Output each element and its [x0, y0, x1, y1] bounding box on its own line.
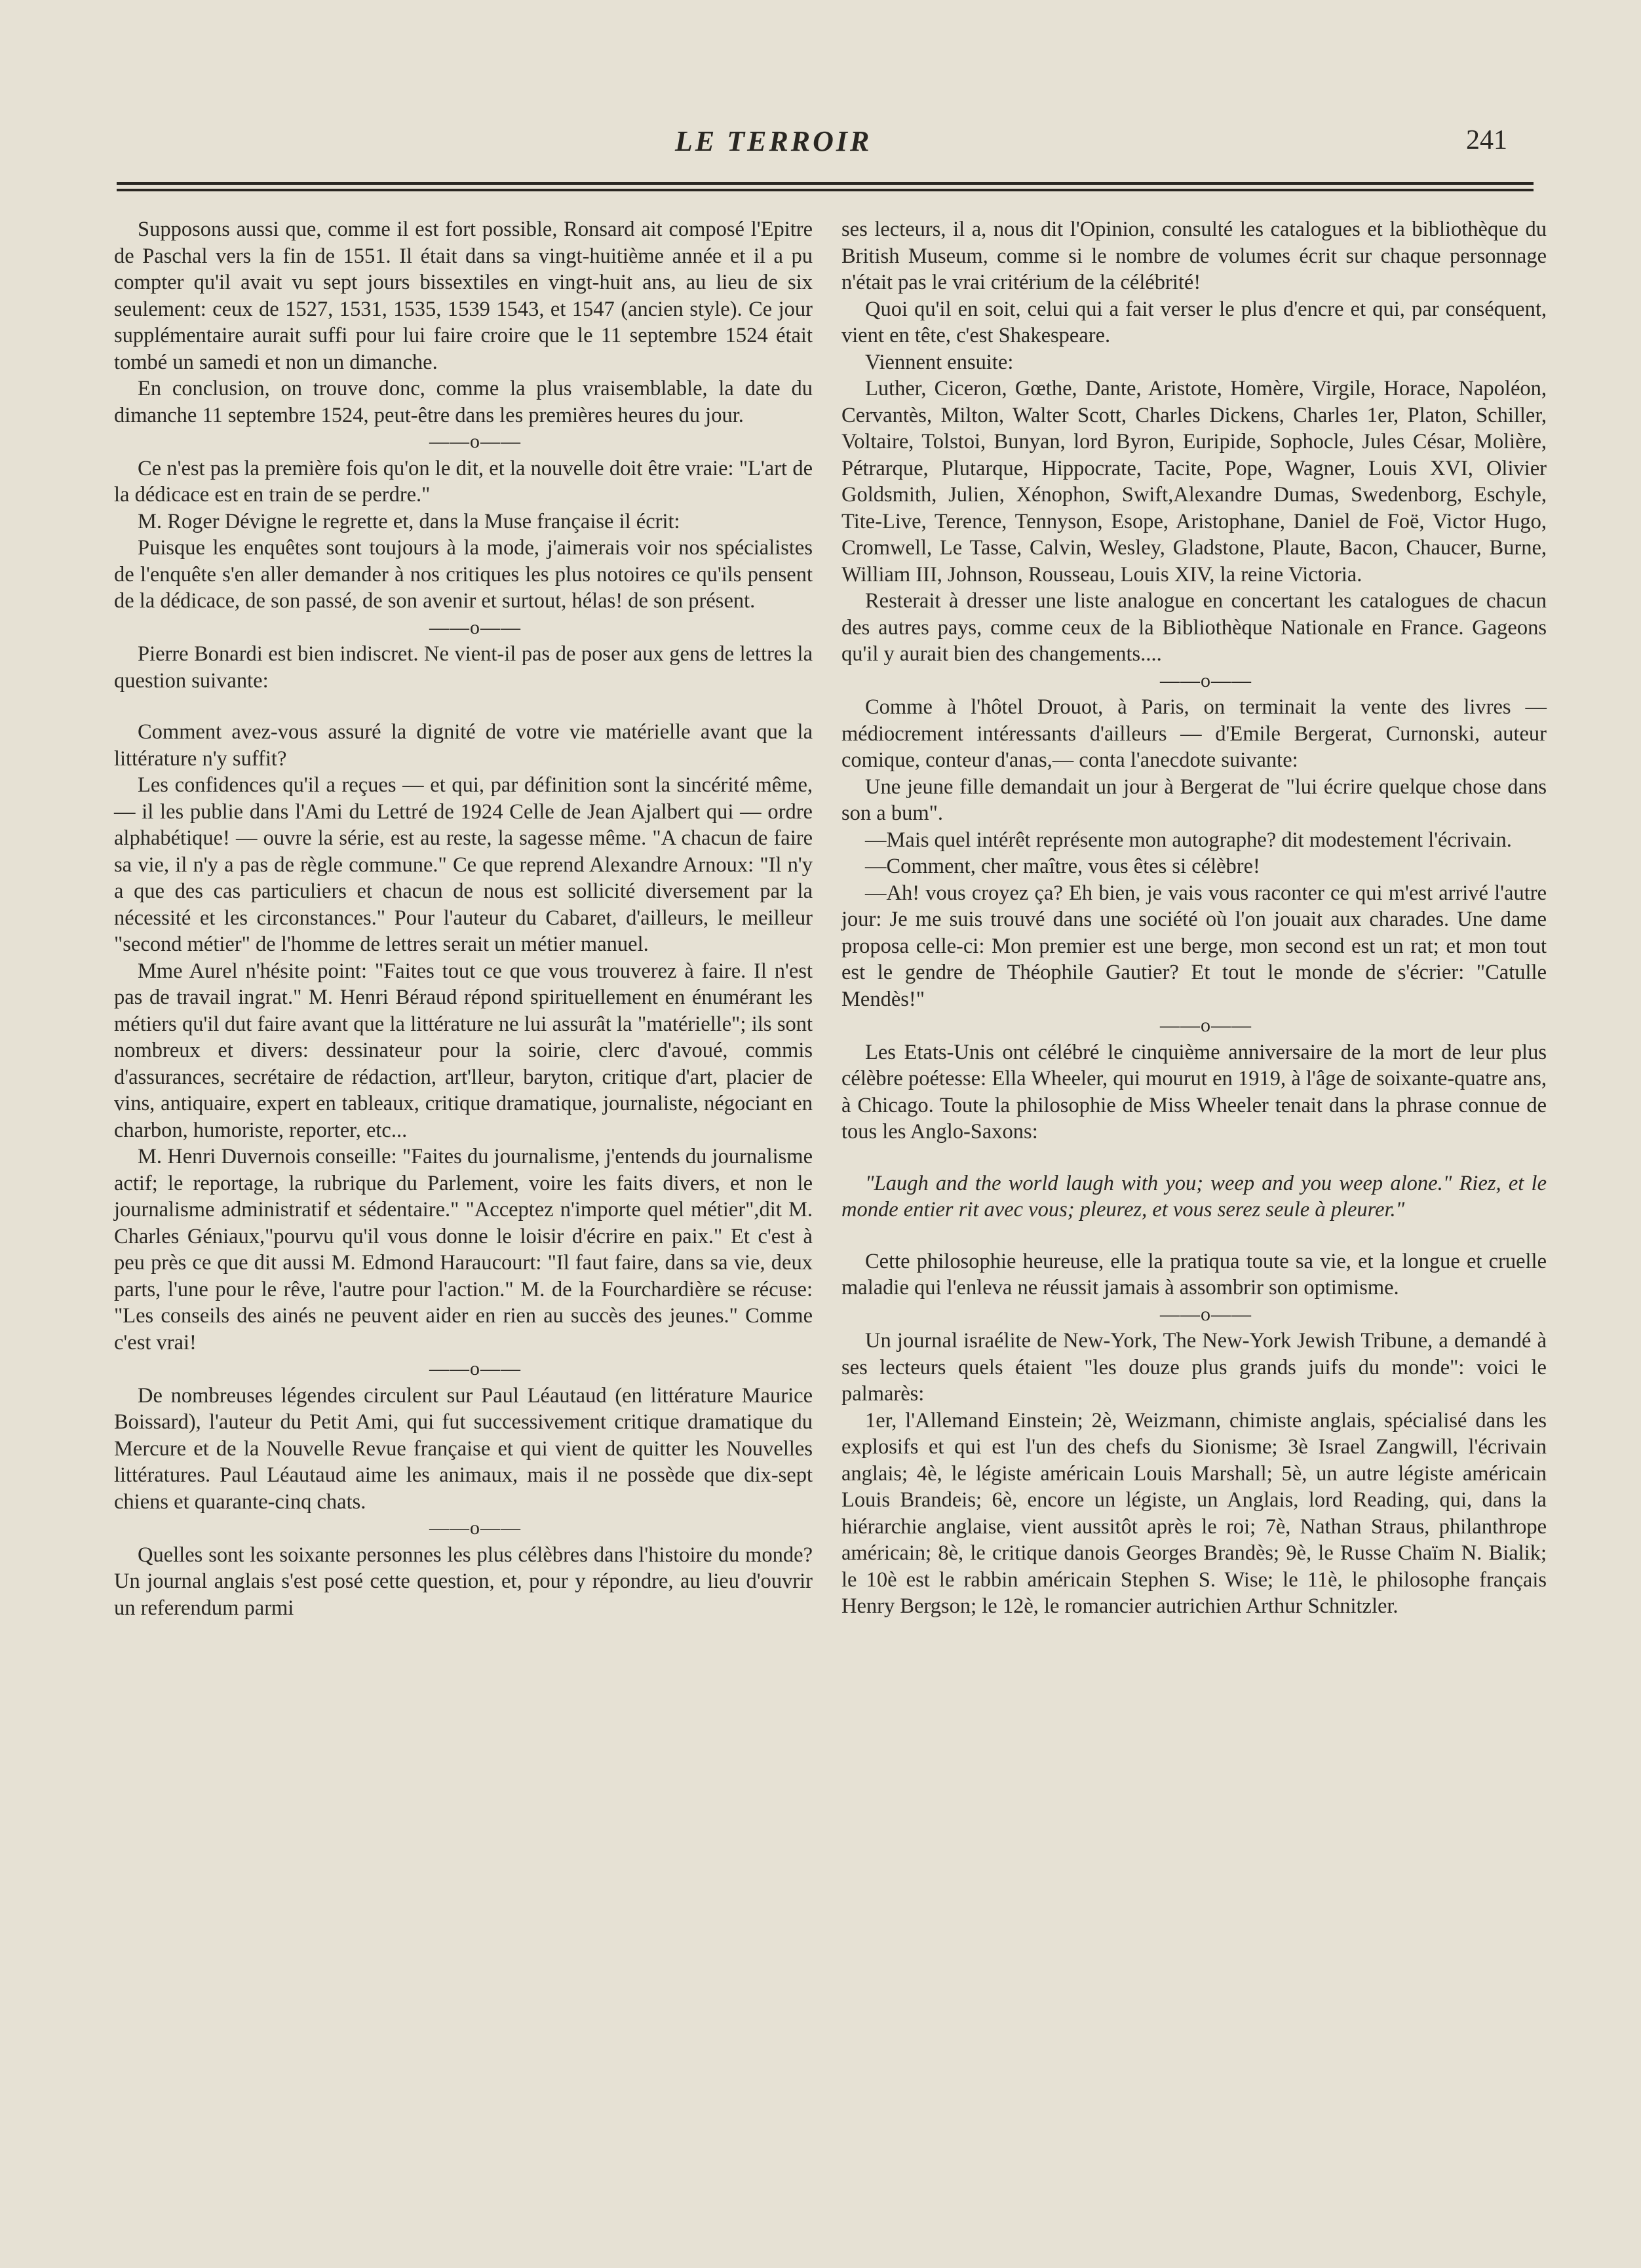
- quoted-paragraph: Comment avez-vous assuré la dignité de votre vie matérielle avant que la littérature n'y suffit?: [114, 720, 813, 771]
- paragraph: —Ah! vous croyez ça? Eh bien, je vais vous raconter ce qui m'est arrivé l'autre jour: Je me suis trouvé dans une société où l'on jouait aux charades. Une dame proposa celle-ci: Mon premier est une berge, mon second est un rat; et mon tout est le gendre de Théophile Gautier? Et tout le monde de s'écrier: "Catulle Mendès!": [841, 881, 1547, 1011]
- ranking-list: 1er, l'Allemand Einstein; 2è, Weizmann, chimiste anglais, spécialisé dans les explosifs et qui est l'un des chefs du Sionisme; 3è Israel Zangwill, l'écrivain anglais; 4è, le légiste américain Louis Marshall; 5è, un autre légiste américain Louis Brandeis; 6è, encore un légiste, un Anglais, lord Reading, qui, dans la hiérarchie anglaise, vient aussitôt après le roi; 7è, Nathan Straus, philanthrope américain; 8è, le critique danois Georges Brandès; 9è, le Russe Chaïm N. Bialik; le 10è est le rabbin américain Stephen S. Wise; le 11è, le philosophe français Henry Bergson; le 12è, le romancier autrichien Arthur Schnitzler.: [841, 1408, 1547, 1618]
- paragraph: De nombreuses légendes circulent sur Paul Léautaud (en littérature Maurice Boissard), l'auteur du Petit Ami, qui fut successivement critique dramatique du Mercure et de la Nouvelle Revue française et qui vient de quitter les Nouvelles littératures. Paul Léautaud aime les animaux, mais il ne possède que dix-sept chiens et quarante-cinq chats.: [114, 1383, 813, 1514]
- quoted-paragraph: Puisque les enquêtes sont toujours à la mode, j'aimerais voir nos spécialistes de l'enquête s'en aller demander à nos critiques les plus notoires ce qu'ils pensent de la dédicace, de son passé, de son avenir et surtout, hélas! de son présent.: [114, 536, 813, 613]
- paragraph: Comme à l'hôtel Drouot, à Paris, on terminait la vente des livres — médiocrement intéressants d'ailleurs — d'Emile Bergerat, Curnonski, auteur comique, conteur d'anas,— conta l'anecdote suivante:: [841, 695, 1547, 772]
- paragraph: Mme Aurel n'hésite point: "Faites tout ce que vous trouverez à faire. Il n'est pas de travail ingrat." M. Henri Béraud répond spirituellement en énumérant les métiers qu'il dut faire avant que la littérature ne lui assurât la "matérielle"; ils sont nombreux et divers: dessinateur pour la soirie, clerc d'avoué, commis d'assurances, secrétaire de rédaction, art'lleur, baryton, critique d'art, placier de vins, antiquaire, expert en tableaux, critique dramatique, journaliste, négociant en charbon, humoriste, reporter, etc...: [114, 959, 813, 1142]
- paragraph: Pierre Bonardi est bien indiscret. Ne vient-il pas de poser aux gens de lettres la question suivante:: [114, 642, 813, 693]
- section-separator: ——o——: [429, 1517, 521, 1539]
- paragraph: Ce n'est pas la première fois qu'on le dit, et la nouvelle doit être vraie: "L'art de la dédicace est en train de se perdre.": [114, 456, 813, 507]
- paragraph: Viennent ensuite:: [865, 350, 1014, 374]
- paragraph: M. Henri Duvernois conseille: "Faites du journalisme, j'entends du journalisme actif; le reportage, la rubrique du Parlement, voire les faits divers, et non le journalisme administratif et sédentaire." "Acceptez n'importe quel métier",dit M. Charles Géniaux,"pourvu qu'il vous donne le loisir d'écrire en paix." Et c'est à peu près ce que dit aussi M. Edmond Haraucourt: "Il faut faire, dans sa vie, deux parts, l'une pour le rêve, l'autre pour l'action." M. de la Fourchardière se récuse: "Les conseils des ainés ne peuvent aider en rien au succès des jeunes." Comme c'est vrai!: [114, 1145, 813, 1355]
- header-rule-bottom: [117, 189, 1534, 191]
- paragraph: Une jeune fille demandait un jour à Bergerat de "lui écrire quelque chose dans son a bum".: [841, 775, 1547, 825]
- section-separator: ——o——: [429, 431, 521, 452]
- page-header: [0, 125, 1641, 164]
- quotation: "Laugh and the world laugh with you; weep and you weep alone." Riez, et le monde entier rit avec vous; pleurez, et vous serez seule à pleurer.": [841, 1171, 1547, 1221]
- paragraph: Les Etats-Unis ont célébré le cinquième anniversaire de la mort de leur plus célèbre poétesse: Ella Wheeler, qui mourut en 1919, à l'âge de soixante-quatre ans, à Chicago. Toute la philosophie de Miss Wheeler tenait dans la phrase connue de tous les Anglo-Saxons:: [841, 1040, 1547, 1144]
- paragraph: Les confidences qu'il a reçues — et qui, par définition sont la sincérité même, — il les publie dans l'Ami du Lettré de 1924 Celle de Jean Ajalbert qui — ordre alphabétique! — ouvre la série, est au reste, la sagesse même. "A chacun de faire sa vie, il n'y a pas de règle commune." Ce que reprend Alexandre Arnoux: "Il n'y a que des cas particuliers et chacun de nous est sollicité diversement par la nécessité et les circonstances." Pour l'auteur du Cabaret, d'ailleurs, le meilleur "second métier" de l'homme de lettres serait un métier manuel.: [114, 773, 813, 956]
- paragraph: Quoi qu'il en soit, celui qui a fait verser le plus d'encre et qui, par conséquent, vient en tête, c'est Shakespeare.: [841, 297, 1547, 347]
- section-separator: ——o——: [429, 616, 521, 638]
- section-separator: ——o——: [1160, 1303, 1252, 1325]
- right-column: [841, 216, 1547, 1620]
- paragraph: ses lecteurs, il a, nous dit l'Opinion, consulté les catalogues et la bibliothèque du British Museum, comme si le nombre de volumes écrit sur chaque personnage n'était pas le vrai critérium de la célébrité!: [841, 218, 1547, 294]
- paragraph: Resterait à dresser une liste analogue en concertant les catalogues de chacun des autres pays, comme ceux de la Bibliothèque Nationale en France. Gageons qu'il y aurait bien des changements....: [841, 589, 1547, 666]
- section-separator: ——o——: [429, 1358, 521, 1379]
- paragraph: —Comment, cher maître, vous êtes si célèbre!: [865, 855, 1260, 878]
- paragraph: —Mais quel intérêt représente mon autographe? dit modestement l'écrivain.: [865, 828, 1512, 852]
- paragraph: Quelles sont les soixante personnes les plus célèbres dans l'histoire du monde? Un journal anglais s'est posé cette question, et, pour y répondre, au lieu d'ouvrir un referendum parmi: [114, 1543, 813, 1620]
- left-column: [114, 216, 813, 1621]
- name-list: Luther, Ciceron, Gœthe, Dante, Aristote, Homère, Virgile, Horace, Napoléon, Cervantès, Milton, Walter Scott, Charles Dickens, Charles 1er, Platon, Schiller, Voltaire, Tolstoi, Bunyan, lord Byron, Euripide, Sophocle, Jules César, Molière, Pétrarque, Plutarque, Hippocrate, Tacite, Pope, Wagner, Louis XVI, Olivier Goldsmith, Julien, Xénophon, Swift,Alexandre Dumas, Swedenborg, Eschyle, Tite-Live, Terence, Tennyson, Esope, Aristophane, Daniel de Foë, Victor Hugo, Cromwell, Le Tasse, Calvin, Wesley, Gladstone, Plaute, Bacon, Chaucer, Burne, William III, Johnson, Rousseau, Louis XIV, la reine Victoria.: [841, 377, 1547, 586]
- paragraph: En conclusion, on trouve donc, comme la plus vraisemblable, la date du dimanche 11 septembre 1524, peut-être dans les premières heures du jour.: [114, 377, 813, 427]
- section-separator: ——o——: [1160, 669, 1252, 691]
- section-separator: ——o——: [1160, 1014, 1252, 1036]
- paragraph: Cette philosophie heureuse, elle la pratiqua toute sa vie, et la longue et cruelle maladie qui l'enleva ne réussit jamais à assombrir son optimisme.: [841, 1249, 1547, 1299]
- paragraph: M. Roger Dévigne le regrette et, dans la Muse française il écrit:: [138, 509, 680, 533]
- running-title: LE TERROIR: [675, 125, 872, 157]
- page-number: 241: [1466, 125, 1507, 155]
- header-rule-top: [117, 182, 1534, 185]
- paragraph: Supposons aussi que, comme il est fort possible, Ronsard ait composé l'Epitre de Paschal vers la fin de 1551. Il était dans sa vingt-huitième année et il a pu compter qu'il avait vu sept jours bissextiles en vingt-huit ans, au lieu de six seulement: ceux de 1527, 1531, 1535, 1539 1543, et 1547 (ancien style). Ce jour supplémentaire aurait suffi pour lui faire croire que le 11 septembre 1524 était tombé un samedi et non un dimanche.: [114, 218, 813, 374]
- paragraph: Un journal israélite de New-York, The New-York Jewish Tribune, a demandé à ses lecteurs quels étaient "les douze plus grands juifs du monde": voici le palmarès:: [841, 1329, 1547, 1406]
